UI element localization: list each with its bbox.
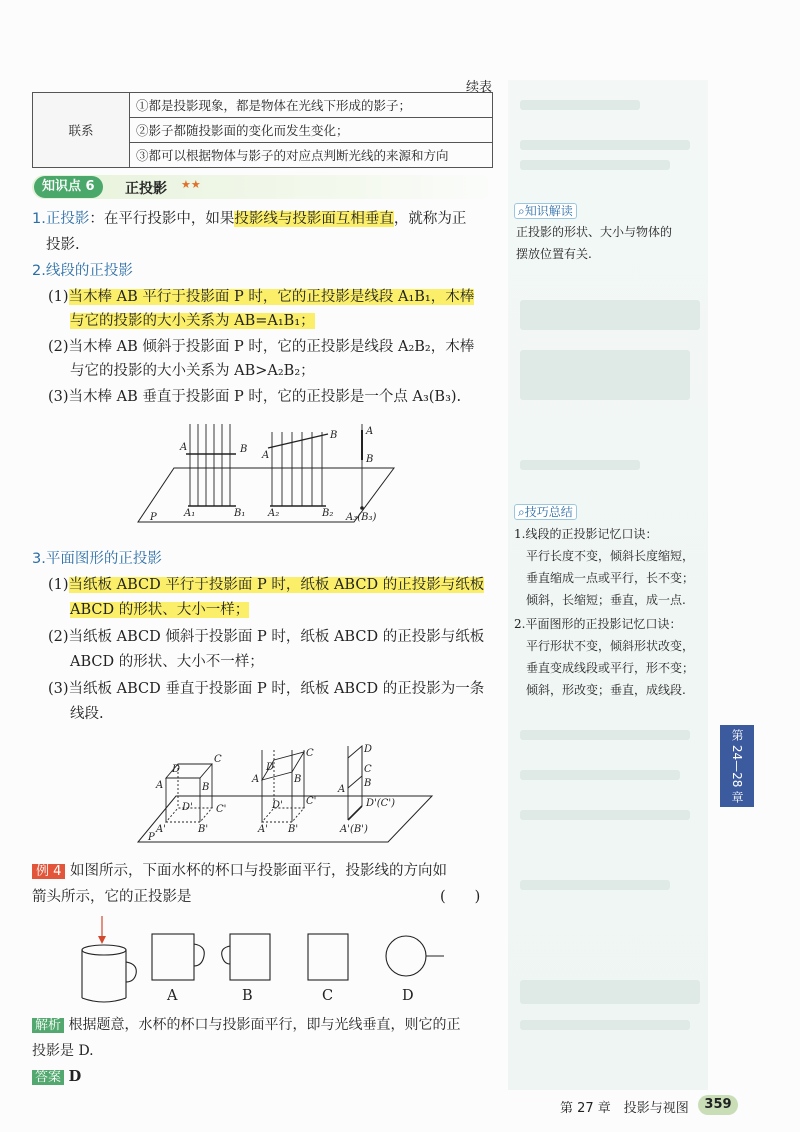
- example-line-1: 例 4 如图所示，下面水杯的杯口与投影面平行，投影线的方向如: [32, 858, 447, 885]
- svg-text:A₂: A₂: [268, 508, 280, 519]
- footer-chapter: 第 27 章 投影与视图: [560, 1101, 689, 1116]
- svg-text:P: P: [148, 832, 155, 843]
- svg-text:A: A: [262, 450, 270, 461]
- svg-text:C': C': [306, 796, 317, 807]
- svg-text:C: C: [306, 748, 314, 759]
- plane-item-2-line-2: ABCD 的形状、大小不一样；: [70, 654, 264, 670]
- difficulty-stars: ★★: [181, 178, 201, 191]
- svg-text:A': A': [258, 824, 268, 835]
- plane-item-2-line-1: (2)当纸板 ABCD 倾斜于投影面 P 时，纸板 ABCD 的正投影与纸板: [48, 629, 485, 645]
- page-number: 359: [698, 1095, 738, 1115]
- option-c-shape: [308, 934, 348, 980]
- svg-text:B₁: B₁: [234, 508, 246, 519]
- plane-item-3-line-1: (3)当纸板 ABCD 垂直于投影面 P 时，纸板 ABCD 的正投影为一条: [48, 681, 485, 697]
- table-cell: ①都是投影现象，都是物体在光线下形成的影子；: [130, 93, 493, 118]
- plane-item-3-line-2: 线段.: [70, 706, 104, 722]
- answer-value: D: [68, 1068, 82, 1085]
- svg-text:A: A: [252, 774, 260, 785]
- vertical-board: [348, 746, 362, 820]
- tilted-board: [262, 750, 304, 822]
- technique-line: 垂直缩成一点或平行，长不变；: [526, 571, 695, 585]
- chapter-tab[interactable]: 第 24—28 章: [720, 725, 754, 807]
- highlight: 投影线与投影面互相垂直: [234, 211, 394, 227]
- segment-item-2-line-2: 与它的投影的大小关系为 AB>A₂B₂；: [70, 363, 315, 379]
- svg-text:B: B: [240, 444, 248, 455]
- answer-tag: 答案: [32, 1070, 64, 1085]
- table-cell: ③都可以根据物体与影子的对应点判断光线的来源和方向: [130, 143, 493, 168]
- plane-item-1-line-2: ABCD 的形状、大小一样；: [70, 602, 250, 618]
- svg-text:C: C: [214, 754, 222, 765]
- option-label-c: C: [322, 988, 334, 1004]
- tilted-rod-group: [268, 432, 328, 506]
- knowledge-tip-header: ⌕知识解读: [514, 200, 577, 219]
- svg-text:B: B: [294, 774, 302, 785]
- plane-projection-figure: [136, 742, 436, 846]
- technique-line: 2.平面图形的正投影记忆口诀：: [514, 617, 682, 631]
- svg-text:B: B: [366, 454, 374, 465]
- svg-text:A: A: [180, 442, 188, 453]
- svg-text:A₁: A₁: [184, 508, 196, 519]
- svg-text:A: A: [156, 780, 164, 791]
- cup-icon: [82, 945, 136, 1002]
- example-line-2: 箭头所示，它的正投影是: [32, 889, 192, 905]
- svg-text:A': A': [156, 824, 166, 835]
- definition-line-1: 1.正投影：在平行投影中，如果投影线与投影面互相垂直，就称为正: [32, 211, 467, 227]
- point-projection: [360, 506, 364, 510]
- svg-text:D: D: [364, 744, 373, 755]
- plane-item-1-line-1: (1)当纸板 ABCD 平行于投影面 P 时，纸板 ABCD 的正投影与纸板: [48, 577, 485, 593]
- svg-text:B₂: B₂: [322, 508, 334, 519]
- svg-text:P: P: [150, 512, 157, 523]
- knowledge-tip-line-1: 正投影的形状、大小与物体的: [516, 225, 673, 239]
- section-heading-segment: 2.线段的正投影: [32, 263, 133, 279]
- analysis-line-1: 解析 根据题意，水杯的杯口与投影面平行，即与光线垂直，则它的正: [32, 1012, 460, 1039]
- technique-line: 倾斜，长缩短；垂直，成一点.: [526, 593, 686, 607]
- knowledge-point-title: 正投影: [125, 181, 167, 197]
- segment-item-2-line-1: (2)当木棒 AB 倾斜于投影面 P 时，它的正投影是线段 A₂B₂，木棒: [48, 339, 475, 355]
- knowledge-tip-line-2: 摆放位置有关.: [516, 247, 592, 261]
- svg-text:A₃(B₃): A₃(B₃): [346, 512, 377, 523]
- technique-line: 平行长度不变，倾斜长度缩短，: [526, 549, 695, 563]
- segment-item-1-line-1: (1)当木棒 AB 平行于投影面 P 时，它的正投影是线段 A₁B₁，木棒: [48, 289, 475, 305]
- svg-text:D': D': [272, 800, 283, 811]
- definition-line-2: 投影.: [46, 237, 80, 253]
- technique-summary-header: ⌕技巧总结: [514, 501, 577, 520]
- table-row: [33, 93, 493, 118]
- option-b-shape: [222, 934, 270, 980]
- analysis-line-2: 投影是 D.: [32, 1043, 94, 1059]
- svg-text:D': D': [182, 802, 193, 813]
- definition-term: 正投影: [45, 211, 90, 227]
- table-header-cell: 联系: [33, 93, 130, 168]
- svg-text:B: B: [330, 430, 338, 441]
- continued-label: 续表: [465, 80, 492, 95]
- segment-projection-figure: [136, 418, 396, 530]
- svg-text:B': B': [288, 824, 299, 835]
- technique-line: 1.线段的正投影记忆口诀：: [514, 527, 658, 541]
- svg-text:B: B: [364, 778, 372, 789]
- option-label-a: A: [167, 988, 178, 1004]
- svg-text:D: D: [172, 764, 181, 775]
- svg-text:A: A: [366, 426, 374, 437]
- section-heading-plane: 3.平面图形的正投影: [32, 551, 162, 567]
- search-icon: ⌕: [518, 505, 525, 519]
- answer-blank: ( ): [440, 889, 481, 905]
- option-label-b: B: [242, 988, 253, 1004]
- svg-text:D'(C'): D'(C'): [366, 798, 395, 809]
- parallel-rod-group: [186, 424, 236, 506]
- svg-text:B': B': [198, 824, 209, 835]
- segment-item-3-line-1: (3)当木棒 AB 垂直于投影面 P 时，它的正投影是一个点 A₃(B₃).: [48, 389, 462, 405]
- cup-figure: [70, 912, 450, 1006]
- segment-item-1-line-2: 与它的投影的大小关系为 AB=A₁B₁；: [70, 313, 315, 329]
- option-a-shape: [152, 934, 204, 980]
- example-tag: 例 4: [32, 864, 65, 879]
- table-cell: ②影子都随投影面的变化而发生变化；: [130, 118, 493, 143]
- svg-text:A'(B'): A'(B'): [340, 824, 368, 835]
- svg-text:A: A: [338, 784, 346, 795]
- svg-text:C': C': [216, 804, 227, 815]
- answer-line: [32, 1064, 81, 1091]
- option-d-shape: [386, 936, 444, 976]
- analysis-tag: 解析: [32, 1018, 64, 1033]
- technique-line: 倾斜，形改变；垂直，成线段.: [526, 683, 686, 697]
- relation-table: [32, 92, 493, 168]
- technique-line: 垂直变成线段或平行，形不变；: [526, 661, 695, 675]
- svg-text:B: B: [202, 782, 210, 793]
- technique-line: 平行形状不变，倾斜形状改变，: [526, 639, 695, 653]
- svg-text:D: D: [266, 762, 275, 773]
- arrow-icon: [98, 936, 106, 944]
- option-label-d: D: [402, 988, 414, 1004]
- svg-text:C: C: [364, 764, 372, 775]
- knowledge-point-tag: 知识点 6: [34, 176, 103, 198]
- search-icon: ⌕: [518, 204, 525, 218]
